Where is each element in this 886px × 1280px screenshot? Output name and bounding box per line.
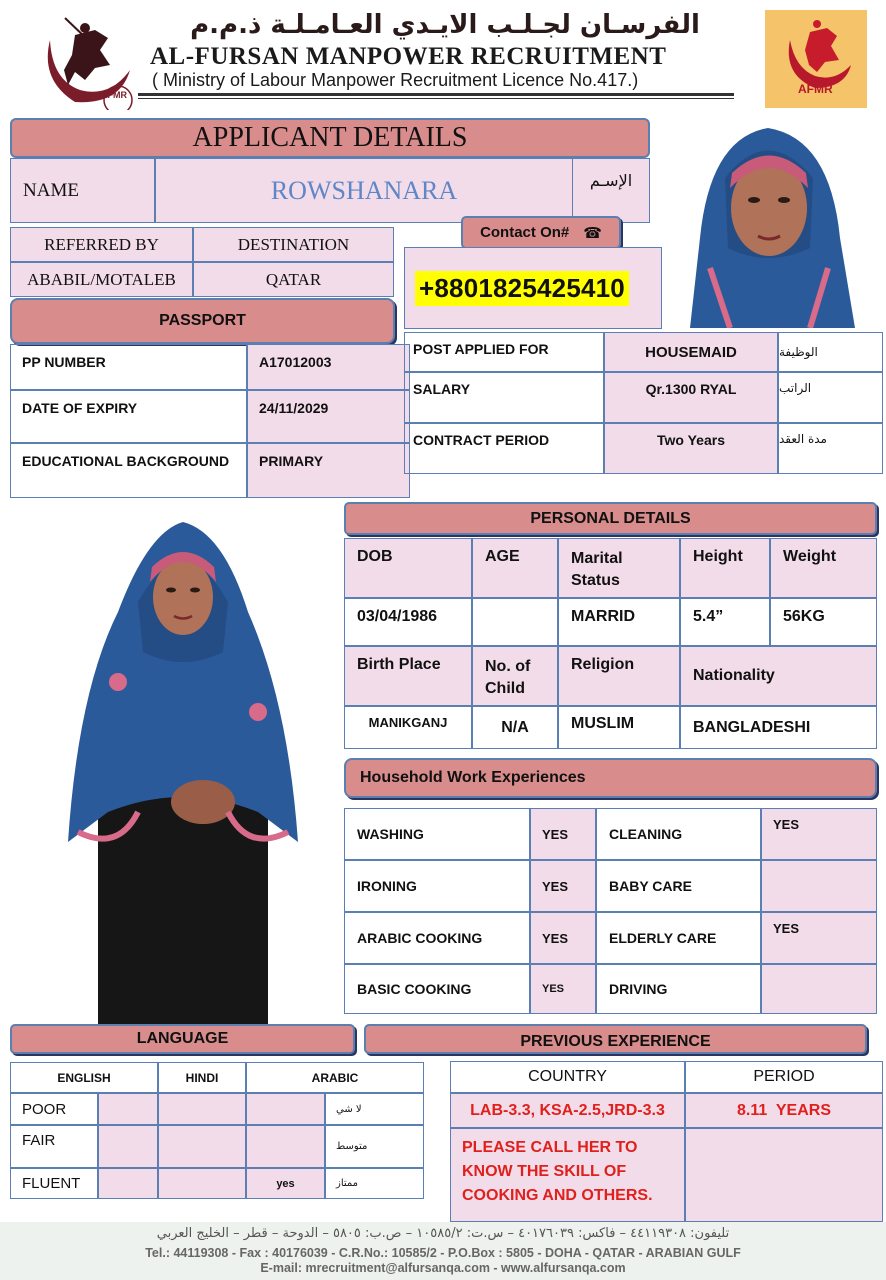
children-value: N/A: [472, 706, 558, 749]
company-arabic-name: الفرسـان لجـلـب الايـدي العـامـلـة ذ.م.م: [190, 10, 700, 40]
expiry-value: 24/11/2029: [247, 390, 410, 443]
marital-value: MARRID: [558, 598, 680, 646]
company-licence: ( Ministry of Labour Manpower Recruitment Licence No.417.): [152, 70, 639, 90]
household-cell: [530, 912, 596, 964]
post-label: POST APPLIED FOR: [404, 332, 604, 372]
household-skill: CLEANING: [609, 826, 683, 842]
country-header: COUNTRY: [450, 1061, 685, 1093]
company-name: AL-FURSAN MANPOWER RECRUITMENT: [150, 43, 667, 70]
contact-header: Contact On# ☎: [461, 216, 621, 249]
household-skill: BABY CARE: [609, 878, 692, 894]
passport-header: PASSPORT: [10, 298, 395, 344]
contact-number: +8801825425410: [415, 271, 629, 306]
language-level-ar: لا شي: [336, 1103, 362, 1115]
language-cell: [325, 1125, 424, 1168]
footer-email: E-mail: mrecruitment@alfursanqa.com - www.alfursanqa.com: [260, 1261, 626, 1275]
language-level: POOR: [22, 1100, 67, 1118]
contract-label: CONTRACT PERIOD: [404, 423, 604, 474]
previous-experience-header: PREVIOUS EXPERIENCE: [364, 1024, 867, 1054]
applicant-name: ROWSHANARA: [270, 175, 458, 205]
birth-place-label: Birth Place: [344, 646, 472, 706]
experience-empty-cell: [685, 1128, 883, 1222]
age-label: AGE: [472, 538, 558, 598]
language-cell: [158, 1125, 246, 1168]
pp-number-value: A17012003: [247, 344, 410, 390]
household-skill-value: YES: [542, 983, 565, 995]
company-logo: AFMR: [30, 10, 135, 110]
household-skill-value: YES: [542, 878, 569, 894]
pp-number-label: PP NUMBER: [10, 344, 247, 390]
household-cell: [530, 964, 596, 1014]
nationality-value: BANGLADESHI: [680, 706, 877, 749]
language-cell: [246, 1168, 325, 1199]
post-value: HOUSEMAID: [604, 332, 778, 372]
salary-value: Qr.1300 RYAL: [604, 372, 778, 423]
birth-place-value: MANIKGANJ: [344, 706, 472, 749]
period-value: 8.11 YEARS: [685, 1093, 883, 1128]
phone-icon: ☎: [583, 224, 602, 242]
name-value-cell: [155, 158, 573, 223]
language-cell: [325, 1093, 424, 1125]
nationality-label: Nationality: [680, 646, 877, 706]
header-rule: [138, 93, 734, 99]
religion-label: Religion: [558, 646, 680, 706]
language-level: FLUENT: [22, 1175, 81, 1192]
household-skill: DRIVING: [609, 981, 668, 997]
household-cell: [596, 964, 761, 1014]
household-skill-value: YES: [542, 826, 569, 842]
name-label-ar-cell: الإسـم: [572, 158, 650, 223]
household-skill: IRONING: [357, 878, 417, 894]
experience-note-cell: [450, 1128, 685, 1222]
household-cell: [761, 912, 877, 964]
household-cell: [344, 808, 530, 860]
household-skill-value: YES: [773, 921, 800, 936]
language-cell: [98, 1168, 158, 1199]
household-skill: WASHING: [357, 826, 424, 842]
household-cell: [344, 860, 530, 912]
weight-label: Weight: [770, 538, 877, 598]
language-level: FAIR: [22, 1132, 56, 1149]
period-header: PERIOD: [685, 1061, 883, 1093]
post-label-ar: الوظيفة: [778, 332, 883, 372]
age-value: [472, 598, 558, 646]
applicant-full-photo: [58, 512, 308, 1024]
household-skill-value: YES: [542, 930, 569, 946]
language-cell: [98, 1093, 158, 1125]
applicant-headshot: [670, 118, 868, 328]
experience-note: PLEASE CALL HER TO KNOW THE SKILL OF COOKING AND OTHERS.: [462, 1139, 653, 1204]
contact-cell: [404, 247, 662, 329]
language-cell: [158, 1168, 246, 1199]
contract-value: Two Years: [604, 423, 778, 474]
country-value: LAB-3.3, KSA-2.5,JRD-3.3: [450, 1093, 685, 1128]
household-cell: [530, 808, 596, 860]
household-cell: [596, 808, 761, 860]
language-mark: yes: [276, 1177, 295, 1190]
household-cell: [596, 912, 761, 964]
height-value: 5.4”: [680, 598, 770, 646]
language-cell: [246, 1093, 325, 1125]
household-cell: [761, 964, 877, 1014]
marital-label: Marital Status: [558, 538, 680, 598]
expiry-label: DATE OF EXPIRY: [10, 390, 247, 443]
footer-arabic: تليفون: ٤٤١١٩٣٠٨ – فاكس: ٤٠١٧٦٠٣٩ – س.ت: ١٠٥٨٥/٢ – ص.ب: ٥٨٠٥ – الدوحة – قطر – الخليج العربي: [156, 1226, 730, 1241]
religion-value: MUSLIM: [558, 706, 680, 749]
household-cell: [530, 860, 596, 912]
destination-label: DESTINATION: [193, 227, 394, 262]
lang-header-english: ENGLISH: [10, 1062, 158, 1093]
household-cell: [344, 912, 530, 964]
household-header: Household Work Experiences: [344, 758, 877, 798]
salary-label: SALARY: [404, 372, 604, 423]
household-cell: [761, 808, 877, 860]
education-label: EDUCATIONAL BACKGROUND: [10, 443, 247, 498]
household-cell: [596, 860, 761, 912]
referred-by-label: REFERRED BY: [10, 227, 193, 262]
household-cell: [344, 964, 530, 1014]
salary-label-ar: الراتب: [778, 372, 883, 423]
language-cell: [98, 1125, 158, 1168]
name-label-cell: NAME: [10, 158, 155, 223]
household-skill: BASIC COOKING: [357, 981, 472, 997]
lang-header-arabic: ARABIC: [246, 1062, 424, 1093]
household-skill-value: YES: [773, 817, 800, 832]
personal-details-header: PERSONAL DETAILS: [344, 502, 877, 535]
household-skill: ARABIC COOKING: [357, 930, 483, 946]
language-cell: [10, 1125, 98, 1168]
applicant-details-header: APPLICANT DETAILS: [10, 118, 650, 158]
contract-label-ar: مدة العقد: [778, 423, 883, 474]
company-logo-right: AFMR: [765, 10, 867, 108]
education-value: PRIMARY: [247, 443, 410, 498]
household-skill: ELDERLY CARE: [609, 930, 717, 946]
language-level-ar: متوسط: [336, 1141, 368, 1152]
dob-value: 03/04/1986: [344, 598, 472, 646]
referred-by-value: ABABIL/MOTALEB: [10, 262, 193, 297]
lang-header-hindi: HINDI: [158, 1062, 246, 1093]
language-header: LANGUAGE: [10, 1024, 355, 1054]
language-level-ar: ممتاز: [336, 1178, 359, 1189]
language-cell: [158, 1093, 246, 1125]
weight-value: 56KG: [770, 598, 877, 646]
destination-value: QATAR: [193, 262, 394, 297]
language-cell: [10, 1093, 98, 1125]
language-cell: [325, 1168, 424, 1199]
language-cell: [246, 1125, 325, 1168]
footer: [0, 1222, 886, 1280]
dob-label: DOB: [344, 538, 472, 598]
height-label: Height: [680, 538, 770, 598]
household-cell: [761, 860, 877, 912]
children-label: No. of Child: [472, 646, 558, 706]
footer-contact: Tel.: 44119308 - Fax : 40176039 - C.R.No.: 10585/2 - P.O.Box : 5805 - DOHA - QATAR - ARABIAN GULF: [145, 1246, 741, 1260]
language-cell: [10, 1168, 98, 1199]
